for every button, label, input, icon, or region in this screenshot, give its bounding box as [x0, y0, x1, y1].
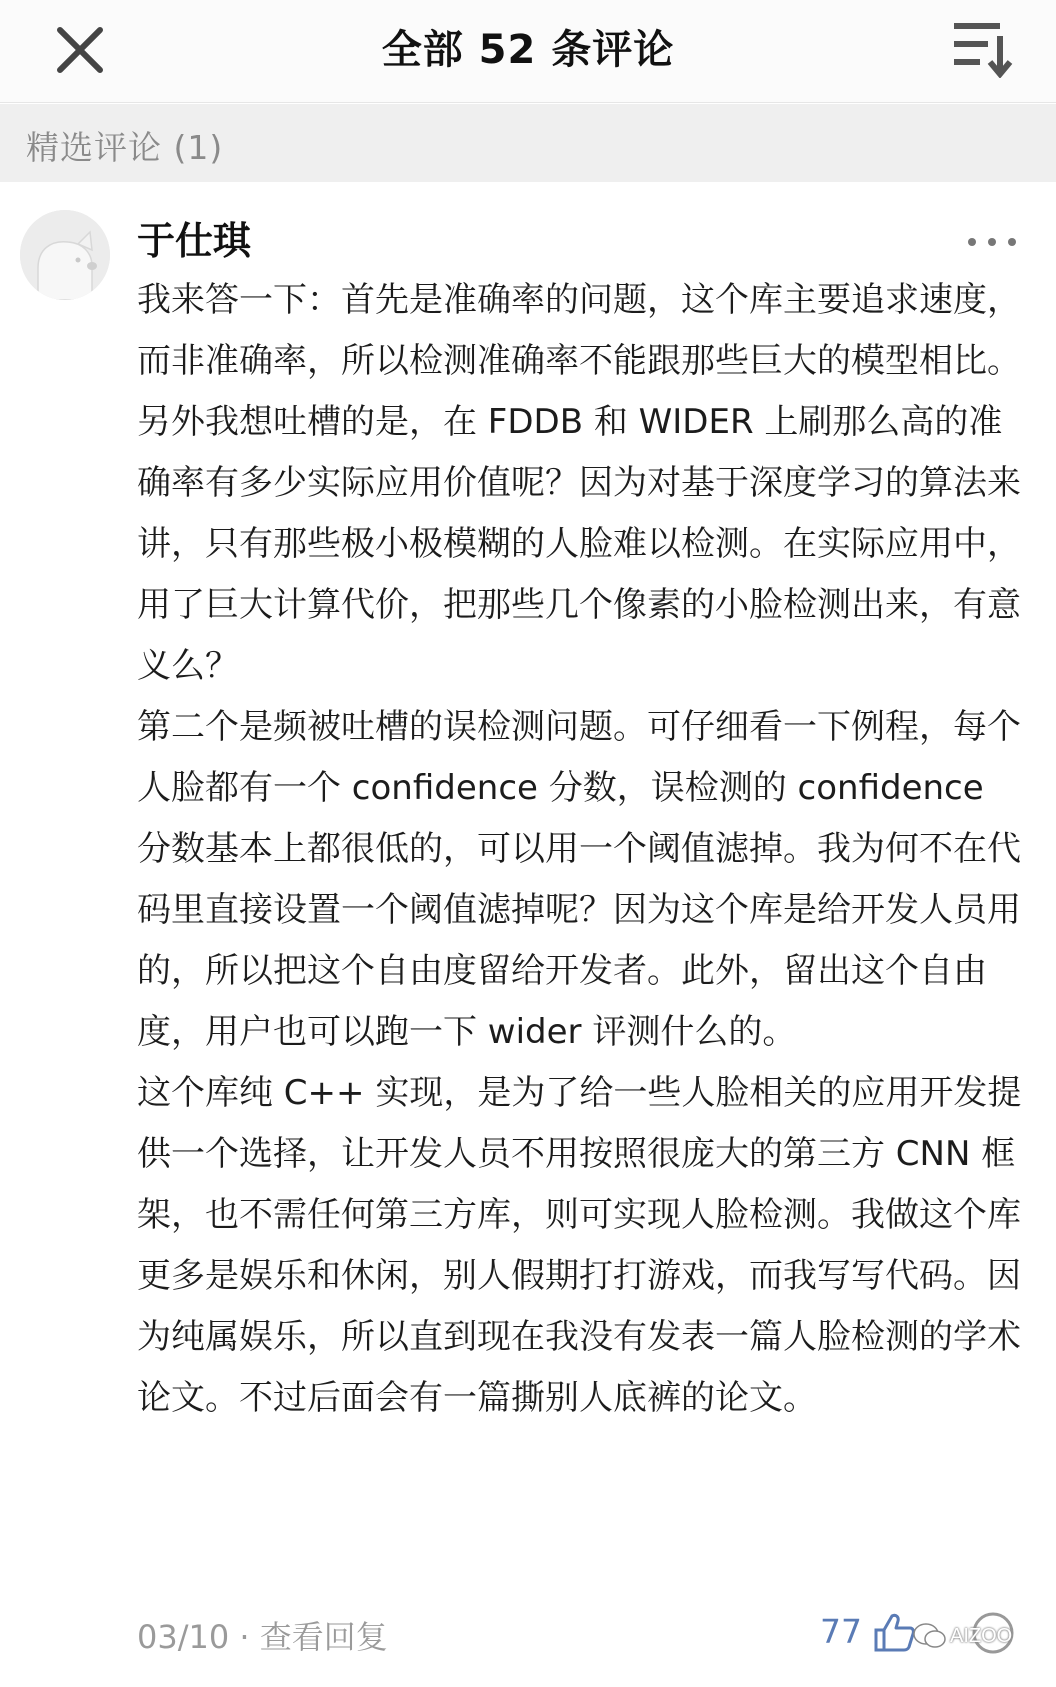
comment-paragraph: 第二个是频被吐槽的误检测问题。可仔细看一下例程，每个人脸都有一个 confidence 分数，误检测的 confidence 分数基本上都很低的，可以用一个阈值滤掉。我为何不在代码里直接设置一个阈值滤掉呢？因为这个库是给开发人员用的，所以把这个自由度留给开发者。此外，留出这个自由度，用户也可以跑一下 wider 评测什么的。 [137, 707, 1021, 1052]
comment-date: 03/10 [137, 1618, 230, 1656]
watermark [912, 1618, 1012, 1654]
watermark-text: AIZOO [950, 1624, 1013, 1647]
header-bar [0, 0, 1056, 103]
section-title: 精选评论 (1) [26, 128, 224, 167]
page-title: 全部 52 条评论 [381, 27, 675, 73]
thumbs-up-icon [872, 1610, 916, 1654]
comment-paragraph: 我来答一下：首先是准确率的问题，这个库主要追求速度，而非准确率，所以检测准确率不能跟那些巨大的模型相比。另外我想吐槽的是，在 FDDB 和 WIDER 上刷那么高的准确率有多少实际应用价值呢？因为对基于深度学习的算法来讲，只有那些极小极模糊的人脸难以检测。在实际应用中，用了巨大计算代价，把那些几个像素的小脸检测出来，有意义么？ [137, 280, 1021, 686]
view-replies-link[interactable]: 查看回复 [259, 1618, 388, 1656]
comment-author[interactable]: 于仕琪 [137, 219, 252, 263]
featured-comments-bar [0, 104, 1056, 182]
wechat-icon [912, 1621, 946, 1651]
more-options-button[interactable] [962, 228, 1022, 256]
avatar[interactable] [20, 210, 110, 300]
comment-meta [137, 1612, 388, 1658]
comment-body [137, 270, 1025, 1429]
ellipsis-icon [962, 228, 1022, 256]
sort-icon [950, 18, 1016, 78]
like-button[interactable] [872, 1610, 916, 1654]
sort-button[interactable] [950, 18, 1016, 78]
comment-paragraph: 这个库纯 C++ 实现，是为了给一些人脸相关的应用开发提供一个选择，让开发人员不用按照很庞大的第三方 CNN 框架，也不需任何第三方库，则可实现人脸检测。我做这个库更多是娱乐和休闲，别人假期打打游戏，而我写写代码。因为纯属娱乐，所以直到现在我没有发表一篇人脸检测的学术论文。不过后面会有一篇撕别人底裤的论文。 [137, 1073, 1022, 1418]
dog-avatar-icon [20, 210, 110, 300]
like-count[interactable]: 77 [820, 1612, 862, 1651]
meta-separator: · [239, 1618, 250, 1656]
